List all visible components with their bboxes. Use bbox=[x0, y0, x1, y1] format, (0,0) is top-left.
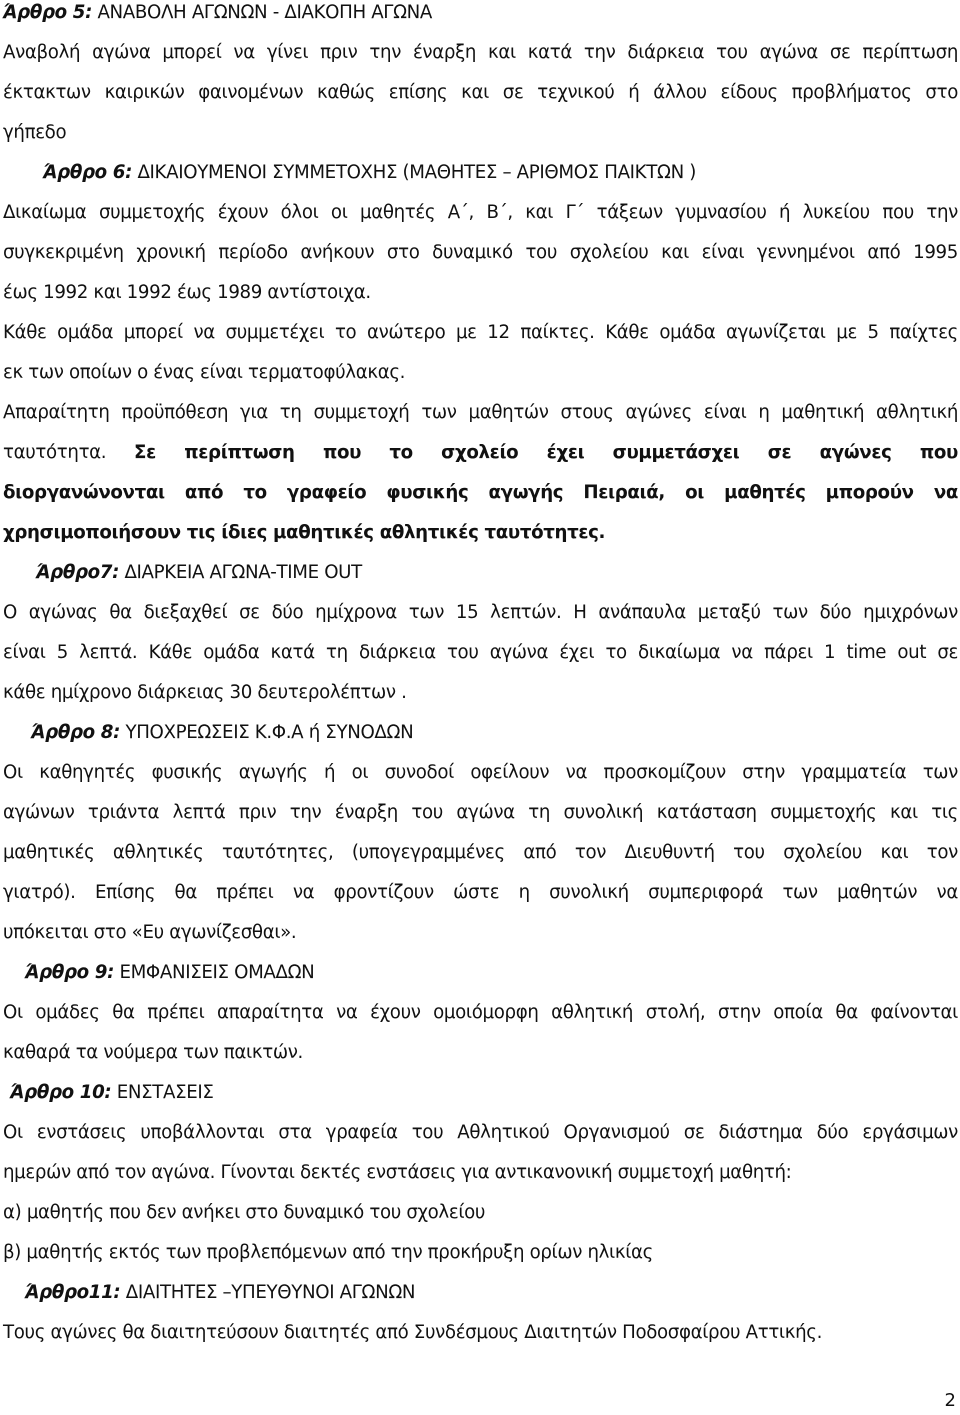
article-title: ΕΜΦΑΝΙΣΕΙΣ ΟΜΑΔΩΝ bbox=[119, 962, 315, 983]
bold-paragraph-line: χρησιμοποιήσουν τις ίδιες μαθητικές αθλητικές ταυτότητες. bbox=[3, 522, 606, 543]
paragraph-line: μαθητικές αθλητικές ταυτότητες, (υπογεγραμμένες από τον Διευθυντή του σχολείου και τον bbox=[3, 842, 958, 863]
paragraph-line: Αναβολή αγώνα μπορεί να γίνει πριν την έναρξη και κατά την διάρκεια του αγώνα σε περίπτωση bbox=[3, 42, 958, 63]
article-label: Άρθρο 8: bbox=[31, 722, 120, 743]
paragraph-line: έως 1992 και 1992 έως 1989 αντίστοιχα. bbox=[3, 282, 371, 303]
article-title: ΔΙΚΑΙΟΥΜΕΝΟΙ ΣΥΜΜΕΤΟΧΗΣ (ΜΑΘΗΤΕΣ – ΑΡΙΘΜΟΣ ΠΑΙΚΤΩΝ ) bbox=[137, 162, 696, 183]
paragraph-line: Τους αγώνες θα διαιτητεύσουν διαιτητές από Συνδέσμους Διαιτητών Ποδοσφαίρου Αττικής. bbox=[3, 1322, 823, 1343]
article-7-heading bbox=[3, 561, 958, 585]
article-label: Άρθρο 9: bbox=[25, 962, 114, 983]
article-9-heading bbox=[3, 961, 958, 985]
article-label: Άρθρο 6: bbox=[43, 162, 132, 183]
paragraph-line: Οι ομάδες θα πρέπει απαραίτητα να έχουν ομοιόμορφη αθλητική στολή, στην οποία θα φαίνονται bbox=[3, 1002, 958, 1023]
paragraph-line: Οι καθηγητές φυσικής αγωγής ή οι συνοδοί οφείλουν να προσκομίζουν στην γραμματεία των bbox=[3, 762, 958, 783]
paragraph-line: είναι 5 λεπτά. Κάθε ομάδα κατά τη διάρκεια του αγώνα έχει το δικαίωμα να πάρει 1 time out σε bbox=[3, 642, 958, 663]
article-title: ΥΠΟΧΡΕΩΣΕΙΣ Κ.Φ.Α ή ΣΥΝΟΔΩΝ bbox=[125, 722, 414, 743]
paragraph-line-mixed bbox=[3, 441, 958, 465]
article-title: ΔΙΑΙΤΗΤΕΣ –ΥΠΕΥΘΥΝΟΙ ΑΓΩΝΩΝ bbox=[125, 1282, 416, 1303]
article-11-heading bbox=[3, 1281, 958, 1305]
article-label: Άρθρο 10: bbox=[10, 1082, 112, 1103]
paragraph-line: αγώνων τριάντα λεπτά πριν την έναρξη του αγώνα τη συνολική κατάσταση συμμετοχής και τις bbox=[3, 802, 958, 823]
paragraph-line: υπόκειται στο «Ευ αγωνίζεσθαι». bbox=[3, 922, 297, 943]
paragraph-line: γήπεδο bbox=[3, 122, 67, 143]
article-6-heading bbox=[3, 161, 958, 185]
paragraph-line: καθαρά τα νούμερα των παικτών. bbox=[3, 1042, 303, 1063]
plain-text: ταυτότητα. bbox=[3, 442, 107, 463]
paragraph-line: ημερών από τον αγώνα. Γίνονται δεκτές ενστάσεις για αντικανονική συμμετοχή μαθητή: bbox=[3, 1162, 792, 1183]
list-item: α) μαθητής που δεν ανήκει στο δυναμικό του σχολείου bbox=[3, 1202, 486, 1223]
paragraph-line: γιατρό). Επίσης θα πρέπει να φροντίζουν ώστε η συνολική συμπεριφορά των μαθητών να bbox=[3, 882, 958, 903]
paragraph-line: έκτακτων καιρικών φαινομένων καθώς επίσης και σε τεχνικού ή άλλου είδους προβλήματος στο bbox=[3, 82, 958, 103]
bold-text: Σε περίπτωση που το σχολείο έχει συμμετάσχει σε αγώνες που bbox=[134, 442, 958, 463]
paragraph-line: συγκεκριμένη χρονική περίοδο ανήκουν στο δυναμικό του σχολείου και είναι γεννημένοι από 1995 bbox=[3, 242, 958, 263]
article-5-heading bbox=[3, 1, 958, 25]
paragraph-line: Δικαίωμα συμμετοχής έχουν όλοι οι μαθητές Α΄, Β΄, και Γ΄ τάξεων γυμνασίου ή λυκείου που την bbox=[3, 202, 958, 223]
paragraph-line: Κάθε ομάδα μπορεί να συμμετέχει το ανώτερο με 12 παίκτες. Κάθε ομάδα αγωνίζεται με 5 παίχτες bbox=[3, 322, 958, 343]
list-item: β) μαθητής εκτός των προβλεπόμενων από την προκήρυξη ορίων ηλικίας bbox=[3, 1242, 653, 1263]
paragraph-line: Απαραίτητη προϋπόθεση για τη συμμετοχή των μαθητών στους αγώνες είναι η μαθητική αθλητική bbox=[3, 402, 958, 423]
paragraph-line: κάθε ημίχρονο διάρκειας 30 δευτερολέπτων . bbox=[3, 682, 407, 703]
article-8-heading bbox=[3, 721, 958, 745]
page-number: 2 bbox=[944, 1390, 956, 1411]
paragraph-line: Ο αγώνας θα διεξαχθεί σε δύο ημίχρονα των 15 λεπτών. Η ανάπαυλα μεταξύ των δύο ημιχρόνων bbox=[3, 602, 958, 623]
article-title: ΑΝΑΒΟΛΗ ΑΓΩΝΩΝ - ΔΙΑΚΟΠΗ ΑΓΩΝΑ bbox=[97, 2, 432, 23]
article-title: ΔΙΑΡΚΕΙΑ ΑΓΩΝΑ-TIME OUT bbox=[124, 562, 362, 583]
bold-paragraph-line: διοργανώνονται από το γραφείο φυσικής αγωγής Πειραιά, οι μαθητές μπορούν να bbox=[3, 482, 958, 503]
paragraph-line: εκ των οποίων ο ένας είναι τερματοφύλακας. bbox=[3, 362, 406, 383]
article-title: ΕΝΣΤΑΣΕΙΣ bbox=[116, 1082, 214, 1103]
paragraph-line: Οι ενστάσεις υποβάλλονται στα γραφεία του Αθλητικού Οργανισμού σε διάστημα δύο εργάσιμων bbox=[3, 1122, 958, 1143]
article-label: Άρθρο 5: bbox=[3, 2, 92, 23]
article-label: Άρθρο11: bbox=[25, 1282, 121, 1303]
article-label: Άρθρο7: bbox=[36, 562, 120, 583]
article-10-heading bbox=[3, 1081, 958, 1105]
